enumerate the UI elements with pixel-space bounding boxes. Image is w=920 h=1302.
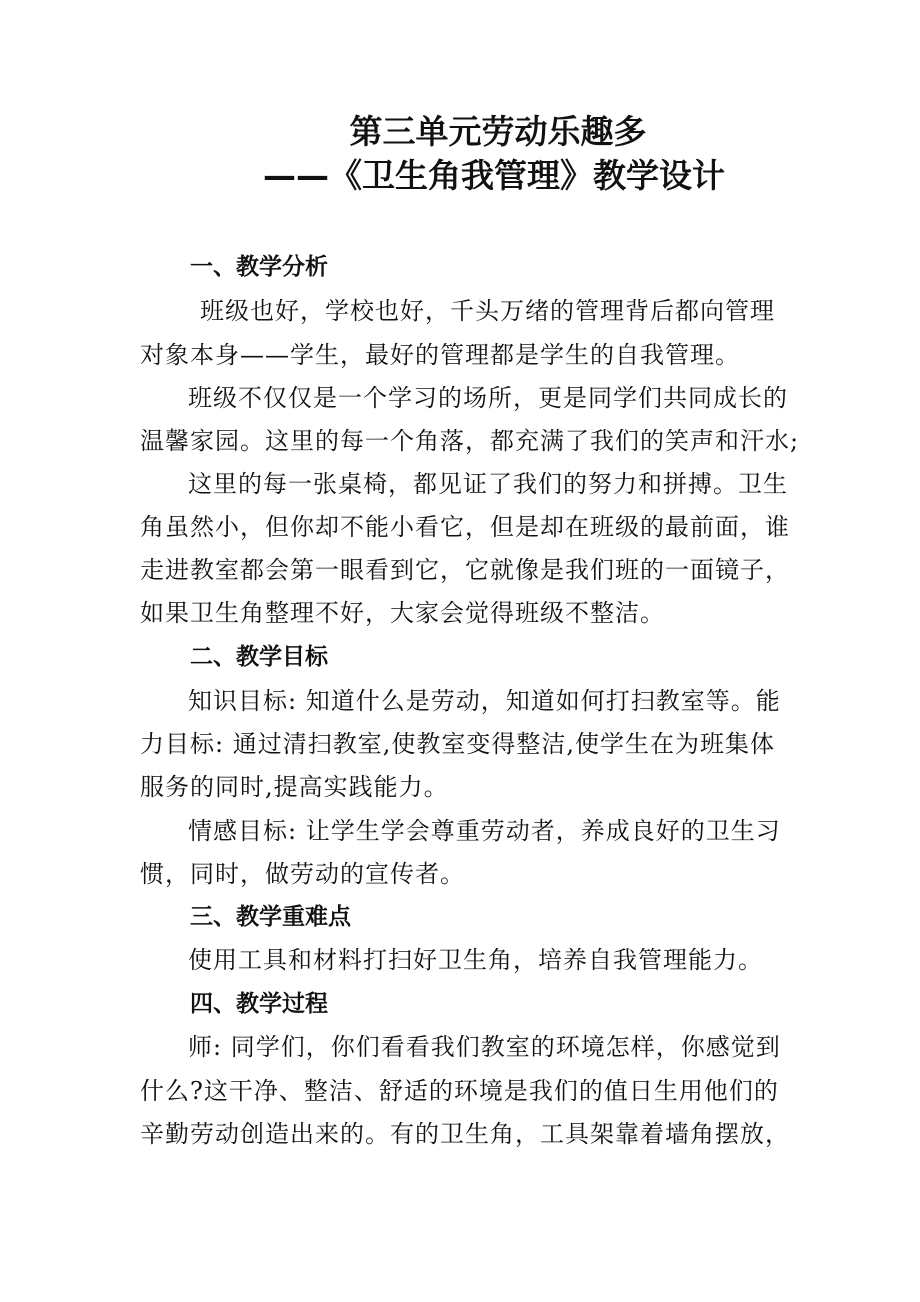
paragraph-line: 服务的同时,提高实践能力。 [140,773,449,801]
section-heading-goals: 二、教学目标 [190,644,328,670]
paragraph-line: 知识目标: 知道什么是劳动，知道如何打扫教室等。能 [188,687,781,715]
paragraph-line: 什么?这干净、整洁、舒适的环境是我们的值日生用他们的 [140,1077,779,1105]
section-heading-key-points: 三、教学重难点 [190,904,351,930]
paragraph-line: 使用工具和材料打扫好卫生角，培养自我管理能力。 [188,946,763,974]
paragraph-line: 这里的每一张桌椅，都见证了我们的努力和拼搏。卫生 [188,470,788,498]
document-title: 第三单元劳动乐趣多 [349,112,647,151]
paragraph-line: 师: 同学们，你们看看我们教室的环境怎样，你感觉到 [188,1033,781,1061]
paragraph-line: 情感目标: 让学生学会尊重劳动者，养成良好的卫生习 [188,817,781,845]
document-subtitle: ——《卫生角我管理》教学设计 [263,156,725,195]
paragraph-line: 辛勤劳动创造出来的。有的卫生角，工具架靠着墙角摆放， [140,1120,790,1148]
section-heading-process: 四、教学过程 [190,991,328,1017]
paragraph-line: 角虽然小，但你却不能小看它，但是却在班级的最前面，谁 [140,513,790,541]
paragraph-line: 惯，同时，做劳动的宣传者。 [140,860,465,888]
paragraph-line: 走进教室都会第一眼看到它，它就像是我们班的一面镜子， [140,556,790,584]
paragraph-line: 温馨家园。这里的每一个角落，都充满了我们的笑声和汗水; [140,427,800,455]
paragraph-line: 对象本身——学生，最好的管理都是学生的自我管理。 [140,341,740,369]
section-heading-analysis: 一、教学分析 [190,254,328,280]
paragraph-line: 班级也好，学校也好，千头万绪的管理背后都向管理 [200,297,775,325]
paragraph-line: 班级不仅仅是一个学习的场所，更是同学们共同成长的 [188,384,788,412]
paragraph-line: 力目标: 通过清扫教室,使教室变得整洁,使学生在为班集体 [140,730,775,758]
paragraph-line: 如果卫生角整理不好，大家会觉得班级不整洁。 [140,599,665,627]
